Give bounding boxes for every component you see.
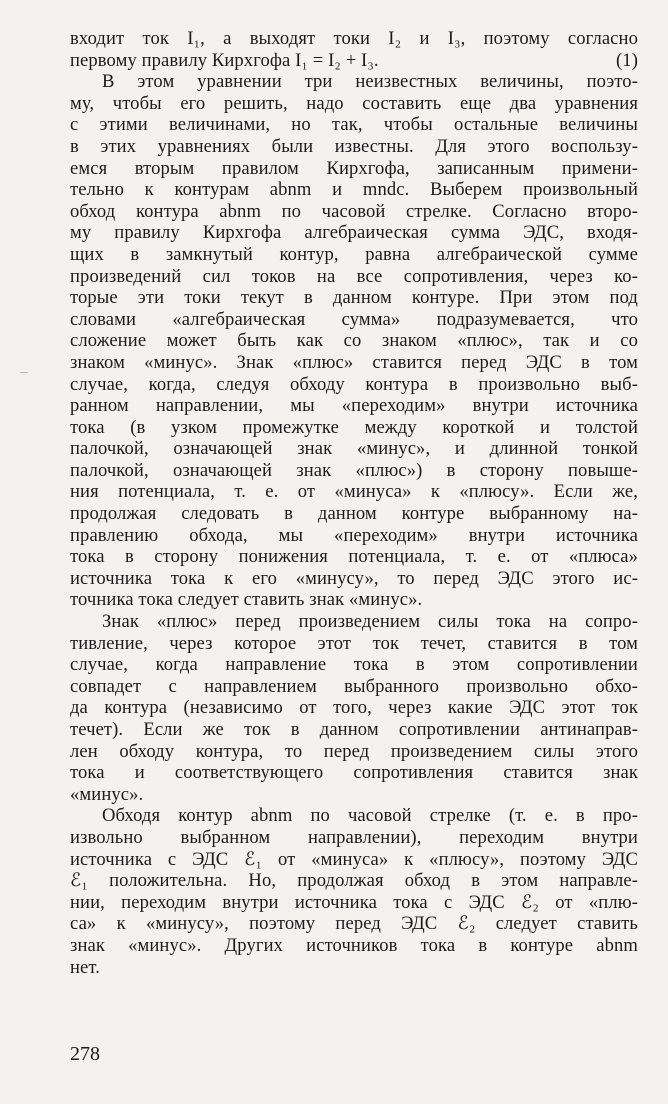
text-line: входит ток I₁, а выходят токи I₂ и I₃, поэтому согласно [70, 28, 638, 49]
text-line: Знак «плюс» перед произведением силы тока на сопро- [102, 611, 638, 633]
text-line: произведений сил токов на все сопротивления, через ко- [70, 265, 638, 287]
text-line: источника тока к его «минусу», то перед ЭДС этого ис- [70, 567, 638, 589]
text-line: ранном направлении, мы «переходим» внутри источника [70, 395, 638, 417]
text-line: щих в замкнутый контур, равна алгебраической сумме [70, 243, 638, 265]
text-line: обход контура abnm по часовой стрелке. Согласно второ- [70, 200, 638, 222]
page-number: 278 [70, 1043, 100, 1065]
text-line: лен обходу контура, то перед произведением силы этого [70, 740, 638, 762]
text-line: ℰ₁ положительна. Но, продолжая обход в этом направле- [70, 870, 638, 892]
text-line: Обходя контур abnm по часовой стрелке (т. е. в про- [102, 805, 638, 827]
text-line: сложение может быть как со знаком «плюс», так и со [70, 330, 638, 352]
text-line: в этих уравнениях были известны. Для этого воспользу- [70, 135, 638, 157]
text-line: му, чтобы его решить, надо составить еще два уравнения [70, 92, 638, 114]
text-line: правлению обхода, мы «переходим» внутри источника [70, 524, 638, 546]
text-line: «минус». [70, 783, 144, 805]
text-line: с этими величинами, но так, чтобы остальные величины [70, 114, 638, 136]
text-line: знак «минус». Других источников тока в контуре abnm [70, 934, 638, 956]
text-line: торые эти токи текут в данном контуре. При этом под [70, 287, 638, 309]
text-line: словами «алгебраическая сумма» подразумевается, что [70, 308, 638, 330]
text-line: совпадет с направлением выбранного произвольно обхо- [70, 675, 638, 697]
text-line: точника тока следует ставить знак «минус». [70, 589, 423, 611]
text-line [70, 50, 638, 72]
text-line: са» к «минусу», поэтому перед ЭДС ℰ₂ следует ставить [70, 913, 638, 935]
text-line: течет). Если же ток в данном сопротивлении антинаправ- [70, 719, 638, 740]
line-text: первому правилу Кирхгофа I₁ = I₂ + I₃. [70, 49, 379, 71]
text-line: случае, когда направление тока в этом сопротивлении [70, 654, 638, 676]
text-line: источника с ЭДС ℰ₁ от «минуса» к «плюсу», поэтому ЭДС [70, 848, 638, 870]
text-line: да контура (независимо от того, через какие ЭДС этот ток [70, 697, 638, 719]
text-line: нет. [70, 956, 100, 978]
text-line: случае, когда, следуя обходу контура в произвольно выб- [70, 373, 638, 395]
equation-number: (1) [616, 49, 638, 71]
text-line: нии, переходим внутри источника тока с ЭДС ℰ₂ от «плю- [70, 891, 638, 913]
text-line: тивление, через которое этот ток течет, ставится в том [70, 632, 638, 654]
text-line: му правилу Кирхгофа алгебраическая сумма ЭДС, входя- [70, 222, 638, 244]
text-line: палочкой, означающей знак «минус», и длинной тонкой [70, 438, 638, 460]
text-line: ния потенциала, т. е. от «минуса» к «плюсу». Если же, [70, 481, 638, 503]
text-line: В этом уравнении три неизвестных величины, поэто- [102, 71, 638, 93]
text-line: знаком «минус». Знак «плюс» ставится перед ЭДС в том [70, 351, 638, 373]
text-line: тока в сторону понижения потенциала, т. е. от «плюса» [70, 546, 638, 568]
text-line: тока (в узком промежутке между короткой и толстой [70, 416, 638, 438]
text-line: извольно выбранном направлении), переходим внутри [70, 826, 638, 848]
text-line: палочкой, означающей знак «плюс») в сторону повыше- [70, 459, 638, 481]
text-line: тока и соответствующего сопротивления ставится знак [70, 762, 638, 784]
text-line: продолжая следовать в данном контуре выбранному на- [70, 503, 638, 525]
margin-mark [20, 372, 28, 373]
text-line: тельно к контурам abnm и mndc. Выберем произвольный [70, 179, 638, 201]
text-body [70, 28, 638, 978]
text-line: емся вторым правилом Кирхгофа, записанным примени- [70, 157, 638, 179]
